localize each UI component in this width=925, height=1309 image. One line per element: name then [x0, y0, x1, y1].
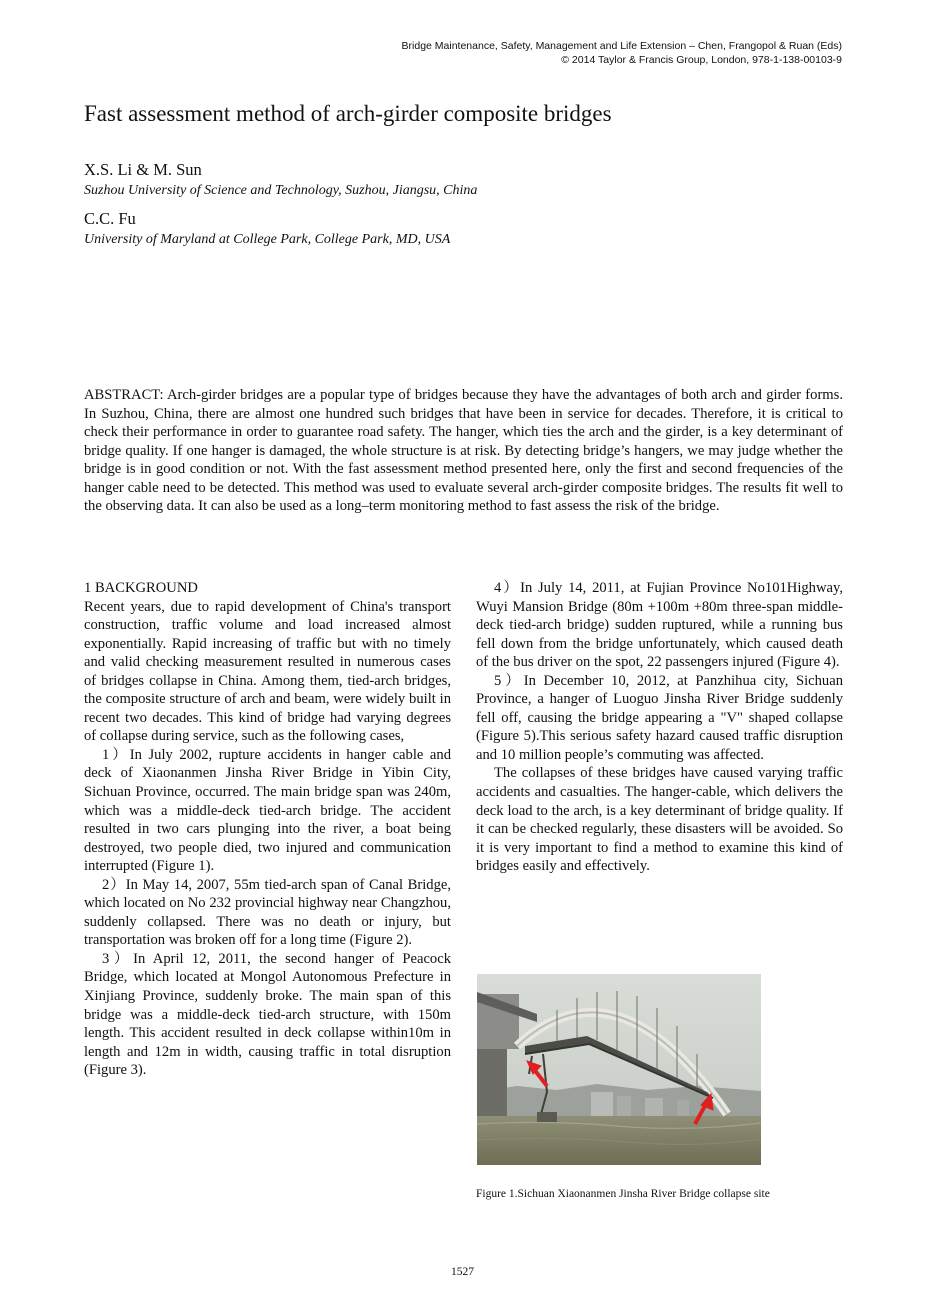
- body-paragraph: Recent years, due to rapid development of China's transport construction, traffic volume and load increased almost exponentially. Rapid increasing of traffic but with no timely and valid checking measurement resulted in numerous cases of bridges collapse in China. Among them, tied-arch bridges, the composite structure of arch and beam, were widely built in recent two decades. This kind of bridge had varying degrees of collapse during service, such as the following cases,: [84, 598, 451, 745]
- page-number: 1527: [451, 1266, 474, 1278]
- author-names-2: C.C. Fu: [84, 209, 136, 228]
- body-paragraph: 3）In April 12, 2011, the second hanger of Peacock Bridge, which located at Mongol Autonomous Prefecture in Xinjiang Province, suddenly broke. The main span of this bridge was a middle-deck tied-arch structure, with 150m length. This accident resulted in deck collapse within10m in length and 12m in width, causing traffic in total disruption (Figure 3).: [84, 950, 451, 1079]
- left-column: [84, 579, 451, 1080]
- body-paragraph: 5）In December 10, 2012, at Panzhihua city, Sichuan Province, a hanger of Luoguo Jinsha River Bridge suddenly fell off, causing the bridge appearing a "V" shaped collapse (Figure 5).This serious safety hazard caused traffic disruption and 10 million people’s commuting was affected.: [476, 672, 843, 763]
- right-column: [476, 579, 843, 876]
- author-affiliation-2: University of Maryland at College Park, College Park, MD, USA: [84, 232, 451, 247]
- body-paragraph: 2）In May 14, 2007, 55m tied-arch span of Canal Bridge, which located on No 232 provincial highway near Changzhou, suddenly collapsed. There was no death or injury, but transportation was broken off for a long time (Figure 2).: [84, 876, 451, 949]
- bridge-collapse-illustration: [477, 974, 761, 1165]
- body-paragraph: 1）In July 2002, rupture accidents in hanger cable and deck of Xiaonanmen Jinsha River Bridge in Yibin City, Sichuan Province, occurred. The main bridge span was 240m, which was a middle-deck tied-arch bridge. The accident resulted in two cars plunging into the river, a boat being destroyed, two people died, two injured and communication interrupted (Figure 1).: [84, 746, 451, 875]
- author-names-1: X.S. Li & M. Sun: [84, 160, 202, 179]
- body-paragraph: 4）In July 14, 2011, at Fujian Province No101Highway, Wuyi Mansion Bridge (80m +100m +80m three-span middle-deck tied-arch bridge) sudden ruptured, while a running bus fell down from the bridge unfortunately, which caused death of the bus driver on the spot, 22 passengers injured (Figure 4).: [476, 580, 843, 671]
- abstract: ABSTRACT: Arch-girder bridges are a popular type of bridges because they have the advantages of both arch and girder forms. In Suzhou, China, there are almost one hundred such bridges that have been in service for decades. Therefore, it is critical to check their performance in order to guarantee road safety. The hanger, which ties the arch and the girder, is a key determinant of bridge quality. If one hanger is damaged, the whole structure is at risk. By detecting bridge’s hangers, we may judge whether the bridge is in good condition or not. With the fast assessment method presented here, only the first and second frequencies of the hanger cable need to be detected. This method was used to evaluate several arch-girder composite bridges. The results fit well to the observing data. It can also be used as a long–term monitoring method to fast assess the risk of the bridge.: [84, 387, 843, 515]
- header-book-title: Bridge Maintenance, Safety, Management and Life Extension – Chen, Frangopol & Ruan (Eds): [401, 40, 842, 52]
- author-affiliation-1: Suzhou University of Science and Technology, Suzhou, Jiangsu, China: [84, 183, 478, 198]
- body-paragraph: The collapses of these bridges have caused varying traffic accidents and casualties. The hanger-cable, which delivers the deck load to the arch, is a key determinant of bridge quality. If it can be checked regularly, these disasters will be avoided. So it is very important to find a method to examine this kind of bridges easily and effectively.: [476, 765, 843, 875]
- figure-1-photo: [477, 974, 761, 1165]
- paper-title: Fast assessment method of arch-girder composite bridges: [84, 101, 612, 126]
- section-heading: 1 BACKGROUND: [84, 580, 198, 596]
- header-copyright: © 2014 Taylor & Francis Group, London, 978-1-138-00103-9: [561, 54, 842, 66]
- running-header: [242, 39, 842, 67]
- figure-1-caption: Figure 1.Sichuan Xiaonanmen Jinsha River Bridge collapse site: [476, 1188, 770, 1200]
